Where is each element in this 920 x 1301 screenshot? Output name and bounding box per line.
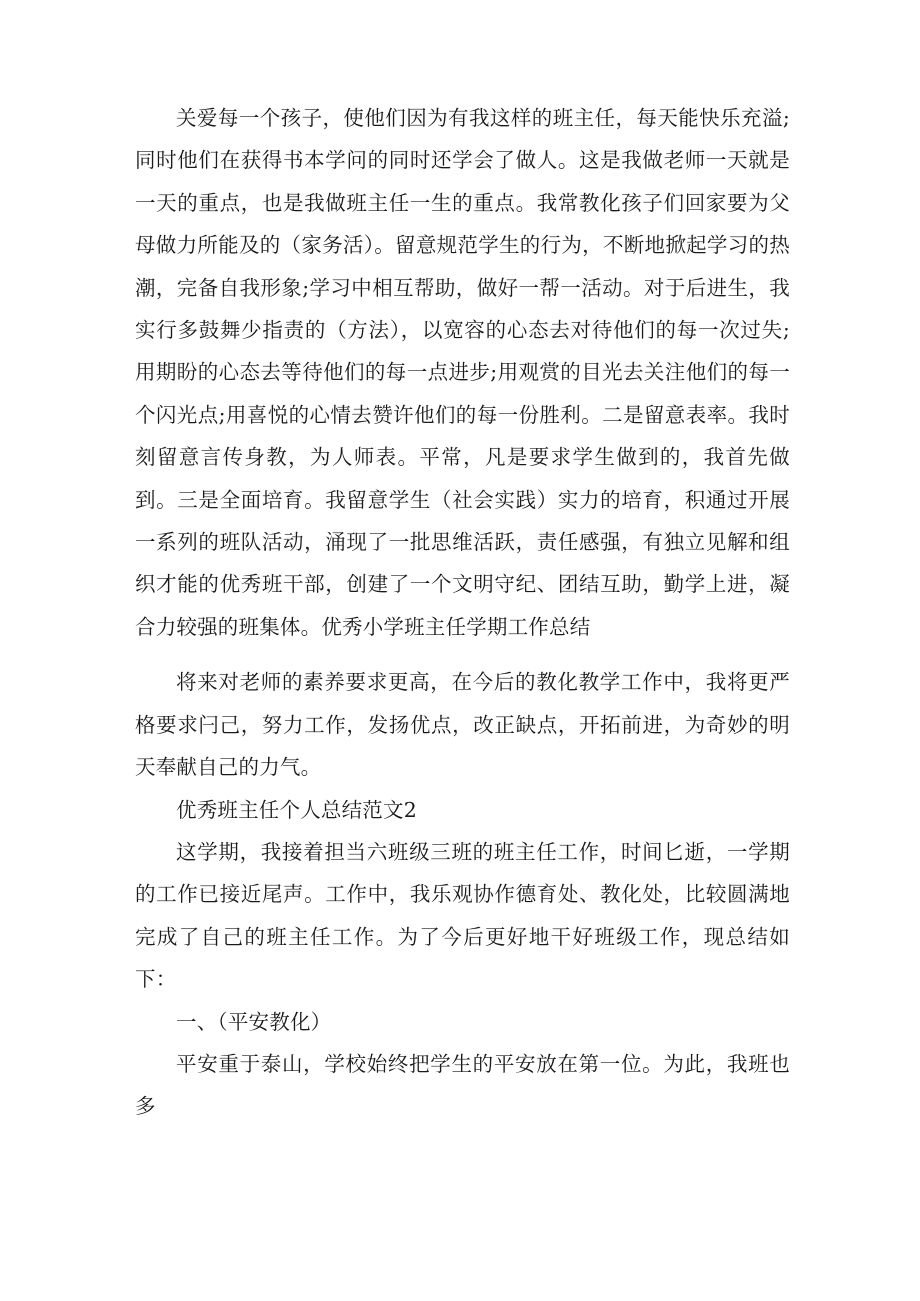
- subheading-safety: 一、（平安教化）: [176, 1009, 332, 1034]
- paragraph-safety: 平安重于泰山，学校始终把学生的平安放在第一位。为此，我班也多: [135, 1051, 790, 1119]
- section-title: 优秀班主任个人总结范文2: [176, 797, 417, 822]
- paragraph-intro: 这学期，我接着担当六班级三班的班主任工作，时间匕逝，一学期的工作已接近尾声。工作中，我乐观协作德育处、教化处，比较圆满地完成了自己的班主任工作。为了今后更好地干好班级工作，现总结如下：: [135, 839, 790, 992]
- paragraph-class-management: 关爱每一个孩子，使他们因为有我这样的班主任，每天能快乐充溢;同时他们在获得书本学问的同时还学会了做人。这是我做老师一天就是一天的重点，也是我做班主任一生的重点。我常教化孩子们回家要为父母做力所能及的（家务活）。留意规范学生的行为，不断地掀起学习的热潮，完备自我形象;学习中相互帮助，做好一帮一活动。对于后进生，我实行多鼓舞少指责的（方法），以宽容的心态去对待他们的每一次过失;用期盼的心态去等待他们的每一点进步;用观赏的目光去关注他们的每一个闪光点;用喜悦的心情去赞许他们的每一份胜利。二是留意表率。我时刻留意言传身教，为人师表。平常，凡是要求学生做到的，我首先做到。三是全面培育。我留意学生（社会实践）实力的培育，积通过开展一系列的班队活动，涌现了一批思维活跃，责任感强，有独立见解和组织才能的优秀班干部，创建了一个文明守纪、团结互助，勤学上进，凝合力较强的班集体。优秀小学班主任学期工作总结: [135, 106, 790, 639]
- document-body: [135, 97, 790, 1128]
- paragraph-future-commitment: 将来对老师的素养要求更高，在今后的教化教学工作中，我将更严格要求闩己，努力工作，发扬优点，改正缺点，开拓前进，为奇妙的明天奉献自己的力气。: [135, 670, 790, 780]
